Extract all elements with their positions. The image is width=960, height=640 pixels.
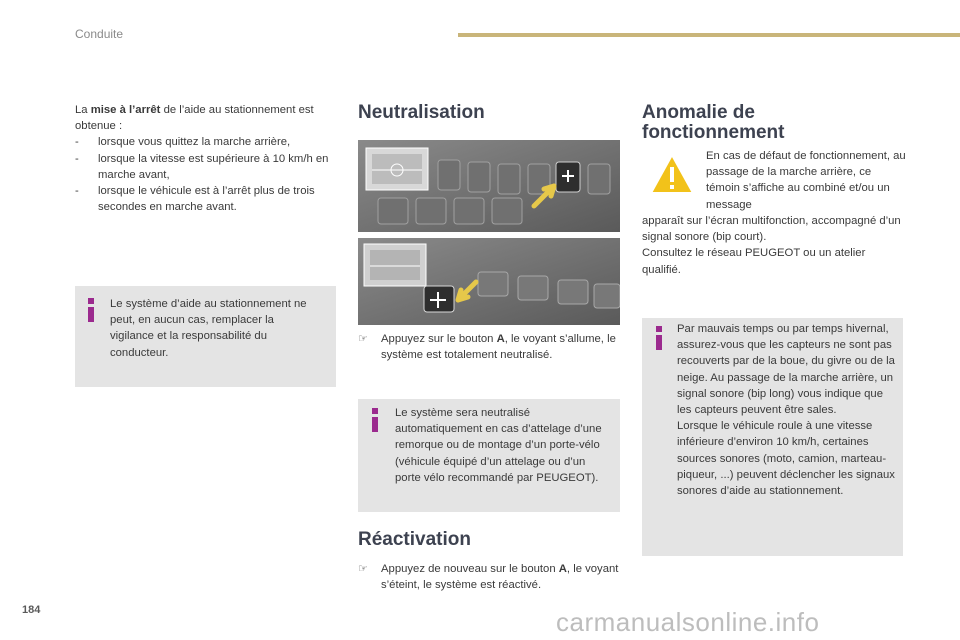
watermark: carmanualsonline.info bbox=[556, 607, 820, 637]
intro-list bbox=[75, 134, 337, 215]
pointing-hand-icon: ☞ bbox=[358, 563, 368, 575]
page-number: 184 bbox=[22, 604, 41, 616]
pointing-hand-icon: ☞ bbox=[358, 333, 368, 345]
list-item: - lorsque le véhicule est à l’arrêt plus de trois secondes en marche avant. bbox=[75, 183, 337, 215]
intro-suffix: de l’aide au stationnement est obtenue : bbox=[75, 104, 314, 133]
button-label-a: A bbox=[496, 333, 505, 345]
button-label-a: A bbox=[558, 563, 567, 575]
instruction-post: , le voyant s’éteint, le système est réactivé. bbox=[381, 563, 619, 592]
info-text-noise: Lorsque le véhicule roule à une vitesse inférieure d’environ 10 km/h, certaines sources sonores (moto, camion, marteau-piqueur, ...) peuvent déclencher les signaux sonores d’aide au stationnement. bbox=[677, 420, 895, 498]
neutralisation-instruction bbox=[358, 331, 621, 363]
warning-triangle-icon bbox=[648, 152, 696, 198]
anomalie-heading-line1: Anomalie de bbox=[642, 102, 755, 123]
info-text bbox=[677, 321, 899, 499]
instruction-pre: Appuyez de nouveau sur le bouton bbox=[381, 563, 559, 575]
section-title: Conduite bbox=[75, 27, 124, 41]
instruction-pre: Appuyez sur le bouton bbox=[381, 333, 497, 345]
intro-block bbox=[75, 102, 337, 215]
intro-bold: mise à l’arrêt bbox=[90, 104, 161, 116]
neutralisation-heading: Neutralisation bbox=[358, 102, 485, 123]
anomalie-text-full bbox=[642, 213, 904, 278]
info-icon bbox=[88, 298, 94, 322]
list-item: - lorsque vous quittez la marche arrière, bbox=[75, 134, 337, 150]
info-box-vigilance bbox=[75, 286, 336, 387]
anomalie-text-wrapped: En cas de défaut de fonctionnement, au passage de la marche arrière, ce témoin s’affiche au combiné et/ou un message bbox=[706, 150, 906, 211]
info-text: Le système sera neutralisé automatiquement en cas d’attelage d’une remorque ou de montage d’un porte-vélo (véhicule équipé d’un attelage ou d’un porte vélo recommandé par PEUGEOT). bbox=[395, 407, 602, 484]
photo-separator bbox=[358, 232, 620, 238]
anomalie-heading-line2: fonctionnement bbox=[642, 122, 785, 143]
anomalie-consult-text: Consultez le réseau PEUGEOT ou un atelier qualifié. bbox=[642, 247, 866, 276]
info-text: Le système d’aide au stationnement ne peut, en aucun cas, remplacer la vigilance et la responsabilité du conducteur. bbox=[110, 298, 307, 359]
header-divider bbox=[458, 33, 960, 37]
instruction-post: , le voyant s’allume, le système est totalement neutralisé. bbox=[381, 333, 616, 362]
reactivation-heading: Réactivation bbox=[358, 529, 471, 550]
info-text-weather: Par mauvais temps ou par temps hivernal, assurez-vous que les capteurs ne sont pas recouverts par de la boue, du givre ou de la neige. Au passage de la marche arrière, un signal sonore (bip long) vous indique que les capteurs peuvent être sales. bbox=[677, 323, 895, 417]
info-box-weather bbox=[642, 318, 903, 556]
info-icon bbox=[656, 326, 662, 350]
anomalie-text-continued: apparaît sur l’écran multifonction, accompagné d’un signal sonore (bip court). bbox=[642, 215, 901, 244]
list-item: - lorsque la vitesse est supérieure à 10 km/h en marche avant, bbox=[75, 151, 337, 183]
intro-prefix: La bbox=[75, 104, 91, 116]
info-icon bbox=[372, 408, 378, 432]
info-box-auto-neutralisation bbox=[358, 399, 620, 512]
intro-paragraph bbox=[75, 102, 337, 134]
anomalie-heading bbox=[642, 103, 785, 143]
reactivation-instruction bbox=[358, 561, 643, 593]
